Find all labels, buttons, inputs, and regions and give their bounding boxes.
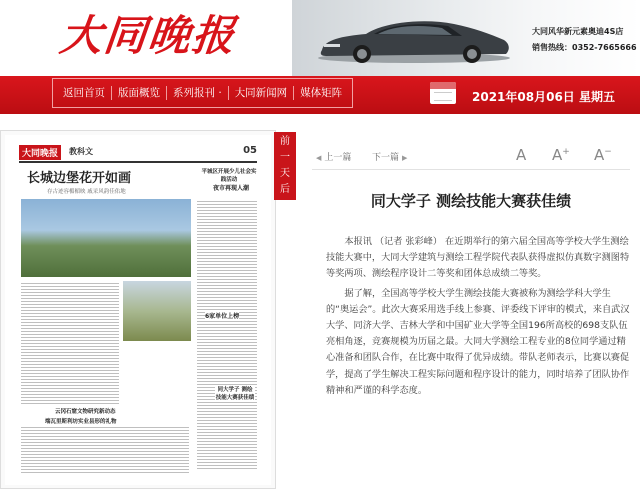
nav-home[interactable]: 返回首页 [63, 87, 105, 99]
page-article-title[interactable]: 6家单位上榜 [205, 313, 240, 320]
page-headline[interactable]: 长城边堡花开如画 [27, 171, 132, 186]
page-text-column[interactable] [21, 281, 119, 405]
page-logo: 大同晚报 [19, 145, 61, 160]
car-image [314, 10, 514, 64]
nav-menu [52, 78, 353, 108]
newspaper-page[interactable] [5, 135, 271, 485]
article-paragraph: 据了解，全国高等学校大学生测绘技能大赛被称为测绘学科大学生的“奥运会”。此次大赛采用选手线上参赛、评委线下评审的模式，来自武汉大学、同济大学、吉林大学和中国矿业大学等全国196所高校的698支队伍亮相角逐，竞赛规模为历届之最。大同大学测绘工程专业的8位同学通过精心准备和团队合作，在比赛中取得了优异成绩。带队老师表示，比赛以赛促学，提高了学生解决工程实际问题和程序设计的能力，同时培养了团队协作精神和严谨的科学态度。 [326, 287, 630, 396]
page-article-title[interactable]: 云冈石窟文物研究新动态 [55, 409, 116, 415]
prev-article-button[interactable]: ◀ 上一篇 [316, 153, 352, 163]
page-article-title[interactable]: 端瓦里斯利坊实业县形的礼物 [45, 419, 117, 425]
site-logo[interactable]: 大同晚报 [57, 11, 239, 60]
page-text-column[interactable] [21, 425, 189, 475]
page-article-title[interactable]: 平城区开展少儿社会实践活动 [201, 169, 257, 183]
article-title: 同大学子 测绘技能大赛获佳绩 [370, 192, 572, 210]
article-body [326, 234, 630, 402]
nav-overview[interactable]: 版面概览 [118, 87, 160, 99]
day-nav-tab [274, 132, 296, 200]
nav-media-matrix[interactable]: 媒体矩阵 [300, 87, 343, 99]
page-header [19, 143, 257, 163]
next-article-button[interactable]: 下一篇 ▶ [372, 153, 408, 163]
site-header [0, 0, 640, 76]
prev-day-label[interactable]: 一 [280, 152, 290, 163]
issue-date: 2021年08月06日 星期五 [472, 90, 615, 104]
page-article-title[interactable]: 同大学子 测绘技能大赛获佳绩 [215, 387, 255, 401]
page-photo-greatwall[interactable] [21, 199, 191, 277]
triangle-left-icon: ◀ [316, 154, 322, 162]
next-day-label[interactable]: 后 [280, 184, 290, 195]
font-default-button[interactable]: A [516, 146, 527, 164]
page-number: 05 [243, 145, 257, 156]
newspaper-page-thumbnail[interactable] [0, 130, 276, 489]
calendar-icon[interactable] [430, 82, 456, 104]
page-section: 教科文 [69, 147, 93, 156]
ad-dealer-name: 大同风华新元素奥迪4S店 [532, 27, 624, 36]
prev-day-label[interactable]: 前 [280, 136, 290, 147]
nav-news-site[interactable]: 大同新闻网 [234, 87, 288, 99]
triangle-right-icon: ▶ [402, 154, 408, 162]
font-larger-button[interactable]: A+ [552, 146, 570, 164]
article-toolbar [312, 148, 630, 170]
page-article-title[interactable]: 夜市再现人潮 [213, 185, 250, 192]
font-smaller-button[interactable]: A− [594, 146, 612, 164]
prev-day-label[interactable]: 天 [280, 168, 290, 179]
nav-series[interactable]: 系列报刊 · [173, 87, 222, 99]
ad-hotline: 销售热线：0352-7665666 [532, 43, 637, 52]
page-subhead: 存古迹容楣楣映 戚采风韵佳佑地 [47, 189, 126, 195]
main-content [0, 114, 640, 489]
article-paragraph: 本报讯 （记者 张彩峰） 在近期举行的第六届全国高等学校大学生测绘技能大赛中，大同大学建筑与测绘工程学院代表队获得虚拟仿真数字测图特等奖两项、测绘程序设计二等奖和团体总成绩二等奖。 [326, 236, 630, 280]
ad-banner[interactable] [292, 0, 640, 76]
page-photo-field[interactable] [123, 281, 191, 341]
page-text-column[interactable] [197, 199, 257, 469]
